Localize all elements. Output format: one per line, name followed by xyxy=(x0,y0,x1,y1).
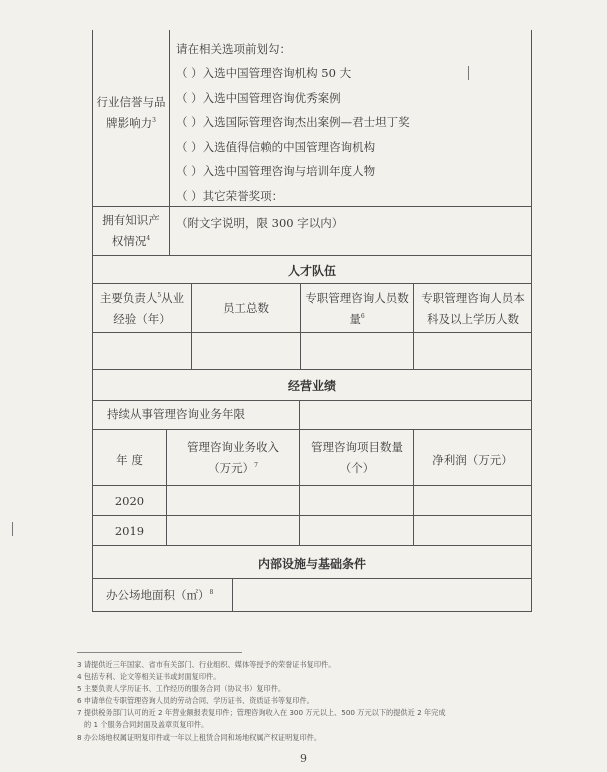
col-line xyxy=(191,283,192,369)
col-profit-header: 净利润（万元） xyxy=(432,453,513,467)
business-years-label: 持续从事管理咨询业务年限 xyxy=(107,407,245,421)
reputation-option-5[interactable]: （ ）入选中国管理咨询与培训年度人物 xyxy=(176,164,376,178)
row-line xyxy=(92,369,532,370)
col-line xyxy=(299,400,300,429)
reputation-label: 行业信誉与品牌影响力$^3$ xyxy=(96,95,166,130)
footnote-separator xyxy=(77,652,242,653)
ip-label: 拥有知识产权情况$^4$ xyxy=(102,213,160,248)
row-line xyxy=(92,332,532,333)
row-line xyxy=(92,429,532,430)
reputation-instruction: 请在相关选项前划勾： xyxy=(176,42,291,56)
row-line xyxy=(92,515,532,516)
col-line xyxy=(232,578,233,611)
reputation-option-4[interactable]: （ ）入选值得信赖的中国管理咨询机构 xyxy=(176,140,376,154)
row-line xyxy=(92,578,532,579)
talent-header-staff: 员工总数 xyxy=(223,301,269,315)
scan-mark xyxy=(12,522,13,536)
footnote-7-continued: 的 1 个服务合同封面及盖章页复印件。 xyxy=(84,720,209,729)
reputation-option-1[interactable]: （ ）入选中国管理咨询机构 50 大 xyxy=(176,66,352,80)
talent-section-title: 人才队伍 xyxy=(287,264,336,278)
row-line xyxy=(92,206,532,207)
table-bottom-border xyxy=(92,611,532,612)
row-line xyxy=(92,485,532,486)
col-income-header: 管理咨询业务收入（万元）$^7$ xyxy=(187,440,279,475)
page-number: 9 xyxy=(300,752,307,765)
reputation-divider xyxy=(169,30,170,256)
facilities-section-title: 内部设施与基础条件 xyxy=(257,557,366,571)
table-right-border xyxy=(531,30,532,612)
col-line xyxy=(413,429,414,545)
footnote-7: 7 提供税务部门认可的近 2 年营业额报表复印件；管理咨询收入在 300 万元以上、500 万元以下的提供近 2 年完成 xyxy=(77,708,446,717)
scan-mark xyxy=(468,66,469,80)
col-year-header: 年 度 xyxy=(116,453,143,467)
row-line xyxy=(92,283,532,284)
business-section-title: 经营业绩 xyxy=(287,379,336,393)
col-line xyxy=(413,283,414,369)
row-line xyxy=(92,255,532,256)
col-line xyxy=(166,429,167,545)
col-line xyxy=(299,429,300,545)
talent-header-lead: 主要负责人$^5$从业经验（年） xyxy=(99,291,185,326)
footnote-6: 6 申请单位专职管理咨询人员的劳动合同、学历证书、资质证书等复印件。 xyxy=(77,696,314,705)
reputation-option-2[interactable]: （ ）入选中国管理咨询优秀案例 xyxy=(176,91,341,105)
col-projects-header: 管理咨询项目数量（个） xyxy=(311,440,403,475)
reputation-option-6[interactable]: （ ）其它荣誉奖项： xyxy=(176,189,284,203)
ip-content[interactable]: （附文字说明，限 300 字以内） xyxy=(176,216,344,230)
col-line xyxy=(300,283,301,369)
footnote-3: 3 请提供近三年国家、省市有关部门、行业组织、媒体等授予的荣誉证书复印件。 xyxy=(77,660,336,669)
talent-header-degree: 专职管理咨询人员本科及以上学历人数 xyxy=(421,291,525,326)
talent-header-consultants: 专职管理咨询人员数量$^6$ xyxy=(305,291,409,326)
footnote-8: 8 办公场地权属证明复印件或一年以上租赁合同和场地权属产权证明复印件。 xyxy=(77,733,322,742)
footnote-5: 5 主要负责人学历证书、工作经历的服务合同（协议书）复印件。 xyxy=(77,684,286,693)
row-line xyxy=(92,545,532,546)
footnote-4: 4 包括专利、论文等相关证书或封面复印件。 xyxy=(77,672,221,681)
year-2019: 2019 xyxy=(114,524,145,538)
reputation-option-3[interactable]: （ ）入选国际管理咨询杰出案例—君士坦丁奖 xyxy=(176,115,410,129)
year-2020: 2020 xyxy=(114,494,145,508)
office-area-label: 办公场地面积（㎡）$^8$ xyxy=(106,588,214,602)
row-line xyxy=(92,400,532,401)
